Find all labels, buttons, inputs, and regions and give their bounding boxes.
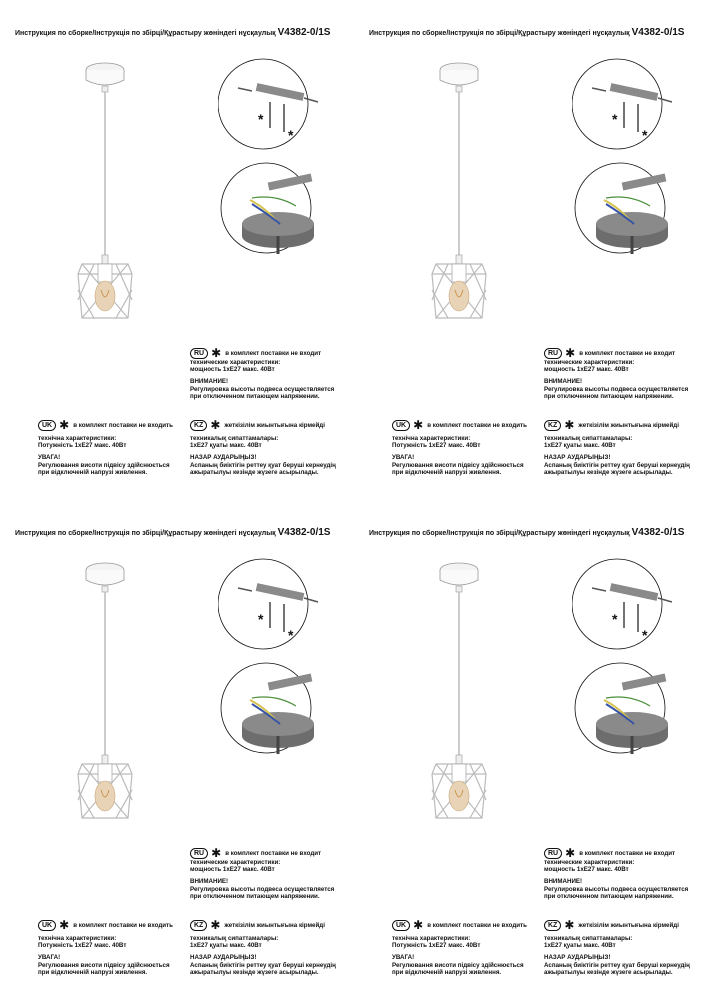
ukrainian-section bbox=[38, 920, 173, 976]
ru-warning-heading: ВНИМАНИЕ! bbox=[544, 878, 583, 886]
russian-section bbox=[190, 848, 334, 900]
asterisk-icon: ✱ bbox=[210, 918, 221, 932]
svg-text:*: * bbox=[258, 111, 264, 127]
russian-section bbox=[190, 348, 334, 400]
svg-text:*: * bbox=[642, 627, 648, 643]
model-number: V4382-0/1S bbox=[631, 27, 685, 38]
kz-spec-value: 1хЕ27 қуаты макс. 40Вт bbox=[544, 442, 616, 450]
model-number: V4382-0/1S bbox=[631, 527, 685, 538]
kz-warning-heading: НАЗАР АУДАРЫҢЫЗ! bbox=[544, 954, 611, 962]
kz-language-code: KZ bbox=[190, 420, 207, 431]
uk-language-code: UK bbox=[392, 420, 410, 431]
uk-spec-value: Потужність 1хЕ27 макс. 40Вт bbox=[392, 942, 481, 950]
ru-not-included-note: в комплект поставки не входит bbox=[579, 850, 676, 857]
kz-warning-line-1: Аспаның биіктігін реттеу қуат беруші кернеудің bbox=[544, 461, 690, 469]
kz-warning-line-2: ажыратылуы кезінде жүзеге асырылады. bbox=[544, 468, 673, 476]
ru-warning-line-2: при отключенном питающем напряжении. bbox=[190, 892, 320, 900]
ru-not-included-note: в комплект поставки не входит bbox=[225, 850, 322, 857]
uk-spec-value: Потужність 1хЕ27 макс. 40Вт bbox=[38, 442, 127, 450]
kazakh-section bbox=[190, 920, 336, 976]
title-text: Инструкция по сборке/Інструкція по збірці/Құрастыру жөніндегі нұсқаулық bbox=[369, 530, 630, 537]
kazakh-section bbox=[190, 420, 336, 476]
ru-spec-heading: технические характеристики: bbox=[190, 359, 281, 366]
uk-spec-heading: технічна характеристики: bbox=[392, 935, 471, 942]
kz-warning-line-1: Аспаның биіктігін реттеу қуат беруші кернеудің bbox=[190, 461, 336, 469]
ru-language-code: RU bbox=[190, 348, 208, 359]
uk-spec-value: Потужність 1хЕ27 макс. 40Вт bbox=[38, 942, 127, 950]
ru-warning-line-1: Регулировка высоты подвеса осуществляется bbox=[544, 885, 689, 893]
russian-section bbox=[544, 348, 688, 400]
title-text: Инструкция по сборке/Інструкція по збірці/Құрастыру жөніндегі нұсқаулық bbox=[369, 30, 630, 37]
svg-text:*: * bbox=[258, 611, 264, 627]
ru-warning-line-2: при отключенном питающем напряжении. bbox=[190, 392, 320, 400]
mounting-detail-illustration bbox=[572, 558, 682, 758]
kazakh-section bbox=[544, 420, 690, 476]
svg-text:*: * bbox=[612, 611, 618, 627]
kz-not-included-note: жеткізілім жиынтығына кірмейді bbox=[224, 922, 325, 929]
asterisk-icon: ✱ bbox=[211, 846, 222, 860]
pendant-lamp-illustration bbox=[424, 560, 504, 850]
ru-spec-heading: технические характеристики: bbox=[544, 359, 635, 366]
kz-spec-heading: техникалық сипаттамалары: bbox=[544, 935, 633, 942]
kz-warning-line-2: ажыратылуы кезінде жүзеге асырылады. bbox=[190, 968, 319, 976]
kz-language-code: KZ bbox=[544, 420, 561, 431]
instruction-title bbox=[15, 27, 330, 38]
ru-language-code: RU bbox=[190, 848, 208, 859]
ru-warning-line-1: Регулировка высоты подвеса осуществляется bbox=[190, 885, 335, 893]
ru-warning-heading: ВНИМАНИЕ! bbox=[190, 378, 229, 386]
asterisk-icon: ✱ bbox=[211, 346, 222, 360]
ru-warning-line-1: Регулировка высоты подвеса осуществляется bbox=[544, 385, 689, 393]
ru-spec-heading: технические характеристики: bbox=[190, 859, 281, 866]
mounting-detail-illustration bbox=[218, 558, 328, 758]
uk-warning-line-1: Регулювання висоти підвісу здійснюється bbox=[38, 961, 170, 969]
instruction-panel-bottom-right bbox=[354, 500, 707, 1000]
ru-spec-value: мощность 1хЕ27 макс. 40Вт bbox=[190, 866, 275, 874]
model-number: V4382-0/1S bbox=[277, 527, 331, 538]
uk-not-included-note: в комплект поставки не входить bbox=[73, 922, 173, 929]
ru-spec-value: мощность 1хЕ27 макс. 40Вт bbox=[190, 366, 275, 374]
svg-text:*: * bbox=[612, 111, 618, 127]
uk-language-code: UK bbox=[38, 420, 56, 431]
asterisk-icon: ✱ bbox=[564, 918, 575, 932]
model-number: V4382-0/1S bbox=[277, 27, 331, 38]
uk-warning-heading: УВАГА! bbox=[392, 954, 415, 962]
ru-warning-line-1: Регулировка высоты подвеса осуществляется bbox=[190, 385, 335, 393]
uk-warning-line-2: при відключеній напрузі живлення. bbox=[392, 968, 502, 976]
ru-not-included-note: в комплект поставки не входит bbox=[579, 350, 676, 357]
pendant-lamp-illustration bbox=[70, 560, 150, 850]
mounting-detail-illustration bbox=[572, 58, 682, 258]
ru-spec-value: мощность 1хЕ27 макс. 40Вт bbox=[544, 866, 629, 874]
pendant-lamp-illustration bbox=[424, 60, 504, 350]
ukrainian-section bbox=[38, 420, 173, 476]
kz-warning-line-1: Аспаның биіктігін реттеу қуат беруші кернеудің bbox=[544, 961, 690, 969]
ukrainian-section bbox=[392, 420, 527, 476]
ru-warning-heading: ВНИМАНИЕ! bbox=[544, 378, 583, 386]
uk-warning-line-1: Регулювання висоти підвісу здійснюється bbox=[38, 461, 170, 469]
kz-warning-line-2: ажыратылуы кезінде жүзеге асырылады. bbox=[190, 468, 319, 476]
kz-not-included-note: жеткізілім жиынтығына кірмейді bbox=[578, 922, 679, 929]
kz-warning-heading: НАЗАР АУДАРЫҢЫЗ! bbox=[190, 954, 257, 962]
kz-language-code: KZ bbox=[544, 920, 561, 931]
uk-spec-heading: технічна характеристики: bbox=[38, 935, 117, 942]
kz-warning-heading: НАЗАР АУДАРЫҢЫЗ! bbox=[544, 454, 611, 462]
instruction-panel-top-left bbox=[0, 0, 353, 500]
asterisk-icon: ✱ bbox=[59, 418, 70, 432]
uk-language-code: UK bbox=[392, 920, 410, 931]
uk-warning-heading: УВАГА! bbox=[38, 454, 61, 462]
uk-warning-line-2: при відключеній напрузі живлення. bbox=[392, 468, 502, 476]
kz-spec-value: 1хЕ27 қуаты макс. 40Вт bbox=[190, 942, 262, 950]
instruction-panel-top-right bbox=[354, 0, 707, 500]
kz-warning-heading: НАЗАР АУДАРЫҢЫЗ! bbox=[190, 454, 257, 462]
asterisk-icon: ✱ bbox=[413, 918, 424, 932]
ru-warning-line-2: при отключенном питающем напряжении. bbox=[544, 892, 674, 900]
kz-spec-value: 1хЕ27 қуаты макс. 40Вт bbox=[544, 942, 616, 950]
svg-text:*: * bbox=[288, 127, 294, 143]
kz-language-code: KZ bbox=[190, 920, 207, 931]
uk-warning-heading: УВАГА! bbox=[38, 954, 61, 962]
title-text: Инструкция по сборке/Інструкція по збірці/Құрастыру жөніндегі нұсқаулық bbox=[15, 530, 276, 537]
ru-spec-value: мощность 1хЕ27 макс. 40Вт bbox=[544, 366, 629, 374]
kazakh-section bbox=[544, 920, 690, 976]
ru-warning-heading: ВНИМАНИЕ! bbox=[190, 878, 229, 886]
kz-spec-heading: техникалық сипаттамалары: bbox=[190, 935, 279, 942]
kz-spec-heading: техникалық сипаттамалары: bbox=[544, 435, 633, 442]
uk-language-code: UK bbox=[38, 920, 56, 931]
uk-spec-value: Потужність 1хЕ27 макс. 40Вт bbox=[392, 442, 481, 450]
title-text: Инструкция по сборке/Інструкція по збірці/Құрастыру жөніндегі нұсқаулық bbox=[15, 30, 276, 37]
instruction-title bbox=[15, 527, 330, 538]
ru-language-code: RU bbox=[544, 848, 562, 859]
instruction-title bbox=[369, 527, 684, 538]
kz-not-included-note: жеткізілім жиынтығына кірмейді bbox=[224, 422, 325, 429]
asterisk-icon: ✱ bbox=[565, 846, 576, 860]
instruction-panel-bottom-left bbox=[0, 500, 353, 1000]
ru-not-included-note: в комплект поставки не входит bbox=[225, 350, 322, 357]
uk-warning-line-1: Регулювання висоти підвісу здійснюється bbox=[392, 961, 524, 969]
asterisk-icon: ✱ bbox=[564, 418, 575, 432]
mounting-detail-illustration bbox=[218, 58, 328, 258]
ukrainian-section bbox=[392, 920, 527, 976]
svg-text:*: * bbox=[642, 127, 648, 143]
kz-spec-heading: техникалық сипаттамалары: bbox=[190, 435, 279, 442]
asterisk-icon: ✱ bbox=[413, 418, 424, 432]
uk-spec-heading: технічна характеристики: bbox=[392, 435, 471, 442]
russian-section bbox=[544, 848, 688, 900]
kz-spec-value: 1хЕ27 қуаты макс. 40Вт bbox=[190, 442, 262, 450]
uk-not-included-note: в комплект поставки не входить bbox=[427, 922, 527, 929]
kz-warning-line-1: Аспаның биіктігін реттеу қуат беруші кернеудің bbox=[190, 961, 336, 969]
asterisk-icon: ✱ bbox=[565, 346, 576, 360]
kz-not-included-note: жеткізілім жиынтығына кірмейді bbox=[578, 422, 679, 429]
instruction-title bbox=[369, 27, 684, 38]
uk-warning-line-2: при відключеній напрузі живлення. bbox=[38, 468, 148, 476]
kz-warning-line-2: ажыратылуы кезінде жүзеге асырылады. bbox=[544, 968, 673, 976]
ru-language-code: RU bbox=[544, 348, 562, 359]
ru-warning-line-2: при отключенном питающем напряжении. bbox=[544, 392, 674, 400]
uk-warning-line-1: Регулювання висоти підвісу здійснюється bbox=[392, 461, 524, 469]
asterisk-icon: ✱ bbox=[210, 418, 221, 432]
pendant-lamp-illustration bbox=[70, 60, 150, 350]
ru-spec-heading: технические характеристики: bbox=[544, 859, 635, 866]
svg-text:*: * bbox=[288, 627, 294, 643]
asterisk-icon: ✱ bbox=[59, 918, 70, 932]
uk-not-included-note: в комплект поставки не входить bbox=[427, 422, 527, 429]
uk-warning-line-2: при відключеній напрузі живлення. bbox=[38, 968, 148, 976]
uk-not-included-note: в комплект поставки не входить bbox=[73, 422, 173, 429]
uk-warning-heading: УВАГА! bbox=[392, 454, 415, 462]
uk-spec-heading: технічна характеристики: bbox=[38, 435, 117, 442]
